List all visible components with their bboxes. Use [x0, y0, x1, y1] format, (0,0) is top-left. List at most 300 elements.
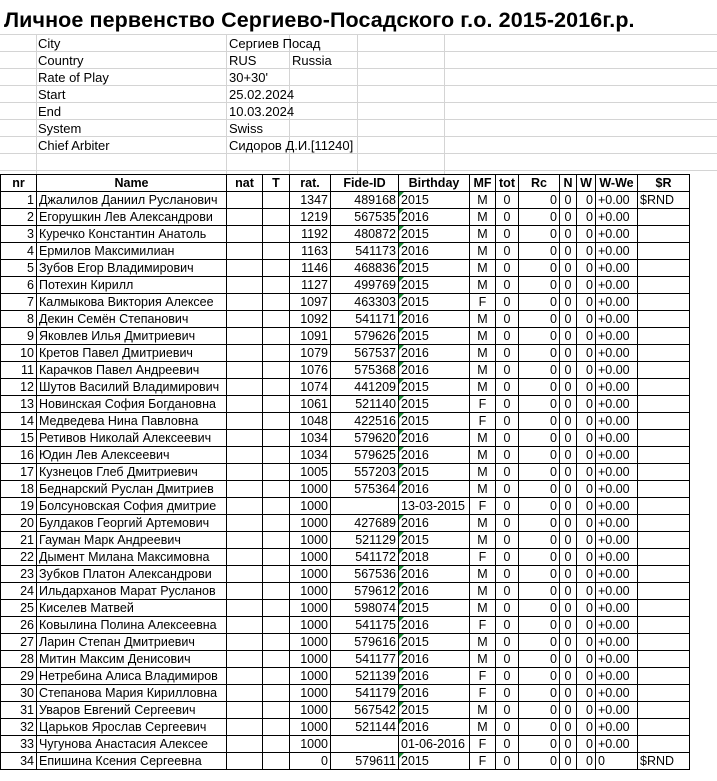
info-value[interactable]: RUS [229, 53, 257, 68]
cell-fide-id[interactable] [331, 736, 399, 753]
cell-tot[interactable]: 0 [496, 566, 519, 583]
cell-tot[interactable]: 0 [496, 345, 519, 362]
cell-rc[interactable]: 0 [519, 243, 560, 260]
cell-n[interactable]: 0 [560, 379, 577, 396]
cell-tot[interactable]: 0 [496, 260, 519, 277]
info-value[interactable]: Сергиев Посад [229, 36, 321, 51]
cell-r[interactable] [638, 260, 690, 277]
cell-birthday[interactable]: 2015 [399, 260, 470, 277]
cell-title[interactable] [263, 583, 290, 600]
cell-mf[interactable]: M [470, 260, 496, 277]
cell-title[interactable] [263, 260, 290, 277]
cell-nr[interactable]: 12 [1, 379, 37, 396]
cell-r[interactable]: $RND [638, 192, 690, 209]
cell-rating[interactable]: 1092 [290, 311, 331, 328]
cell-rating[interactable]: 1074 [290, 379, 331, 396]
cell-birthday[interactable]: 2016 [399, 719, 470, 736]
cell-fide-id[interactable]: 579612 [331, 583, 399, 600]
cell-mf[interactable]: M [470, 345, 496, 362]
cell-w[interactable]: 0 [577, 294, 596, 311]
cell-r[interactable] [638, 413, 690, 430]
info-key[interactable]: Start [38, 87, 66, 102]
cell-mf[interactable]: M [470, 634, 496, 651]
cell-rating[interactable]: 1034 [290, 447, 331, 464]
cell-birthday[interactable]: 2016 [399, 566, 470, 583]
cell-nr[interactable]: 3 [1, 226, 37, 243]
cell-nat[interactable] [227, 294, 263, 311]
cell-birthday[interactable]: 2015 [399, 702, 470, 719]
cell-nat[interactable] [227, 396, 263, 413]
cell-w[interactable]: 0 [577, 549, 596, 566]
cell-n[interactable]: 0 [560, 736, 577, 753]
cell-n[interactable]: 0 [560, 447, 577, 464]
cell-tot[interactable]: 0 [496, 600, 519, 617]
cell-rating[interactable]: 1000 [290, 498, 331, 515]
cell-w-we[interactable]: +0.00 [596, 396, 638, 413]
cell-birthday[interactable]: 2016 [399, 311, 470, 328]
cell-rc[interactable]: 0 [519, 294, 560, 311]
col-header-n[interactable]: N [560, 175, 577, 192]
cell-rating[interactable]: 1000 [290, 736, 331, 753]
cell-birthday[interactable]: 2016 [399, 345, 470, 362]
cell-name[interactable]: Митин Максим Денисович [37, 651, 227, 668]
cell-r[interactable] [638, 719, 690, 736]
cell-nat[interactable] [227, 702, 263, 719]
cell-nr[interactable]: 20 [1, 515, 37, 532]
cell-name[interactable]: Болсуновская София дмитрие [37, 498, 227, 515]
cell-birthday[interactable]: 2015 [399, 464, 470, 481]
cell-mf[interactable]: M [470, 719, 496, 736]
cell-fide-id[interactable]: 567542 [331, 702, 399, 719]
cell-nr[interactable]: 7 [1, 294, 37, 311]
cell-fide-id[interactable]: 427689 [331, 515, 399, 532]
col-header-w[interactable]: W [577, 175, 596, 192]
cell-rc[interactable]: 0 [519, 362, 560, 379]
col-header-nr[interactable]: nr [1, 175, 37, 192]
cell-nat[interactable] [227, 226, 263, 243]
cell-fide-id[interactable]: 541175 [331, 617, 399, 634]
cell-name[interactable]: Гауман Марк Андреевич [37, 532, 227, 549]
cell-title[interactable] [263, 617, 290, 634]
cell-n[interactable]: 0 [560, 617, 577, 634]
cell-nr[interactable]: 30 [1, 685, 37, 702]
cell-rc[interactable]: 0 [519, 617, 560, 634]
cell-fide-id[interactable]: 422516 [331, 413, 399, 430]
cell-rc[interactable]: 0 [519, 532, 560, 549]
cell-nat[interactable] [227, 464, 263, 481]
cell-nat[interactable] [227, 617, 263, 634]
cell-name[interactable]: Медведева Нина Павловна [37, 413, 227, 430]
cell-nr[interactable]: 15 [1, 430, 37, 447]
cell-tot[interactable]: 0 [496, 617, 519, 634]
cell-w-we[interactable]: +0.00 [596, 362, 638, 379]
cell-n[interactable]: 0 [560, 498, 577, 515]
cell-name[interactable]: Ретивов Николай Алексеевич [37, 430, 227, 447]
cell-nat[interactable] [227, 328, 263, 345]
cell-birthday[interactable]: 2016 [399, 209, 470, 226]
cell-title[interactable] [263, 736, 290, 753]
cell-title[interactable] [263, 498, 290, 515]
cell-nat[interactable] [227, 566, 263, 583]
cell-fide-id[interactable]: 541179 [331, 685, 399, 702]
cell-w[interactable]: 0 [577, 464, 596, 481]
cell-w-we[interactable]: +0.00 [596, 464, 638, 481]
cell-name[interactable]: Ермилов Максимилиан [37, 243, 227, 260]
cell-name[interactable]: Яковлев Илья Дмитриевич [37, 328, 227, 345]
cell-n[interactable]: 0 [560, 277, 577, 294]
cell-w-we[interactable]: +0.00 [596, 226, 638, 243]
cell-r[interactable] [638, 651, 690, 668]
cell-w[interactable]: 0 [577, 226, 596, 243]
cell-rc[interactable]: 0 [519, 328, 560, 345]
cell-tot[interactable]: 0 [496, 413, 519, 430]
cell-w-we[interactable]: +0.00 [596, 549, 638, 566]
cell-nat[interactable] [227, 532, 263, 549]
cell-n[interactable]: 0 [560, 719, 577, 736]
cell-title[interactable] [263, 226, 290, 243]
cell-r[interactable] [638, 226, 690, 243]
cell-mf[interactable]: M [470, 243, 496, 260]
cell-fide-id[interactable]: 575368 [331, 362, 399, 379]
cell-title[interactable] [263, 447, 290, 464]
cell-nr[interactable]: 16 [1, 447, 37, 464]
cell-fide-id[interactable]: 489168 [331, 192, 399, 209]
cell-w-we[interactable]: +0.00 [596, 685, 638, 702]
cell-rc[interactable]: 0 [519, 634, 560, 651]
cell-w[interactable]: 0 [577, 396, 596, 413]
cell-n[interactable]: 0 [560, 396, 577, 413]
cell-birthday[interactable]: 2016 [399, 430, 470, 447]
cell-title[interactable] [263, 294, 290, 311]
cell-tot[interactable]: 0 [496, 328, 519, 345]
cell-birthday[interactable]: 2015 [399, 192, 470, 209]
cell-mf[interactable]: M [470, 532, 496, 549]
cell-w[interactable]: 0 [577, 413, 596, 430]
cell-n[interactable]: 0 [560, 294, 577, 311]
cell-rating[interactable]: 1000 [290, 634, 331, 651]
cell-mf[interactable]: M [470, 362, 496, 379]
cell-w-we[interactable]: +0.00 [596, 447, 638, 464]
cell-fide-id[interactable]: 463303 [331, 294, 399, 311]
info-key[interactable]: End [38, 104, 62, 119]
info-extra[interactable]: Russia [292, 53, 332, 68]
cell-n[interactable]: 0 [560, 651, 577, 668]
cell-title[interactable] [263, 413, 290, 430]
cell-rating[interactable]: 1000 [290, 583, 331, 600]
cell-title[interactable] [263, 192, 290, 209]
cell-rc[interactable]: 0 [519, 311, 560, 328]
cell-fide-id[interactable]: 567537 [331, 345, 399, 362]
cell-fide-id[interactable]: 579611 [331, 753, 399, 770]
cell-r[interactable] [638, 464, 690, 481]
cell-w-we[interactable]: +0.00 [596, 719, 638, 736]
cell-w-we[interactable]: +0.00 [596, 209, 638, 226]
cell-fide-id[interactable]: 521129 [331, 532, 399, 549]
cell-w-we[interactable]: +0.00 [596, 413, 638, 430]
cell-w[interactable]: 0 [577, 362, 596, 379]
cell-rating[interactable]: 1000 [290, 668, 331, 685]
cell-nr[interactable]: 29 [1, 668, 37, 685]
cell-w[interactable]: 0 [577, 566, 596, 583]
cell-fide-id[interactable]: 441209 [331, 379, 399, 396]
cell-fide-id[interactable]: 521144 [331, 719, 399, 736]
cell-mf[interactable]: M [470, 277, 496, 294]
cell-rating[interactable]: 1163 [290, 243, 331, 260]
cell-nat[interactable] [227, 549, 263, 566]
cell-name[interactable]: Шутов Василий Владимирович [37, 379, 227, 396]
cell-tot[interactable]: 0 [496, 277, 519, 294]
cell-tot[interactable]: 0 [496, 464, 519, 481]
cell-nat[interactable] [227, 447, 263, 464]
cell-birthday[interactable]: 2015 [399, 328, 470, 345]
cell-nr[interactable]: 13 [1, 396, 37, 413]
cell-nr[interactable]: 2 [1, 209, 37, 226]
cell-r[interactable] [638, 549, 690, 566]
cell-birthday[interactable]: 2015 [399, 600, 470, 617]
info-value[interactable]: 30+30' [229, 70, 268, 85]
cell-r[interactable] [638, 362, 690, 379]
cell-w[interactable]: 0 [577, 430, 596, 447]
cell-nr[interactable]: 23 [1, 566, 37, 583]
cell-mf[interactable]: M [470, 651, 496, 668]
cell-w[interactable]: 0 [577, 192, 596, 209]
cell-title[interactable] [263, 702, 290, 719]
cell-fide-id[interactable]: 557203 [331, 464, 399, 481]
cell-w[interactable]: 0 [577, 209, 596, 226]
cell-n[interactable]: 0 [560, 362, 577, 379]
cell-tot[interactable]: 0 [496, 634, 519, 651]
cell-r[interactable] [638, 209, 690, 226]
cell-nat[interactable] [227, 651, 263, 668]
cell-rating[interactable]: 1000 [290, 719, 331, 736]
cell-birthday[interactable]: 2015 [399, 634, 470, 651]
col-header-title[interactable]: T [263, 175, 290, 192]
cell-birthday[interactable]: 2016 [399, 447, 470, 464]
cell-tot[interactable]: 0 [496, 719, 519, 736]
cell-mf[interactable]: M [470, 702, 496, 719]
cell-rating[interactable]: 1347 [290, 192, 331, 209]
cell-w-we[interactable]: +0.00 [596, 481, 638, 498]
cell-nat[interactable] [227, 379, 263, 396]
cell-r[interactable] [638, 311, 690, 328]
cell-mf[interactable]: M [470, 583, 496, 600]
cell-w-we[interactable]: +0.00 [596, 651, 638, 668]
cell-w[interactable]: 0 [577, 498, 596, 515]
cell-rating[interactable]: 1091 [290, 328, 331, 345]
cell-rating[interactable]: 1000 [290, 549, 331, 566]
cell-fide-id[interactable]: 521139 [331, 668, 399, 685]
col-header-name[interactable]: Name [37, 175, 227, 192]
cell-w[interactable]: 0 [577, 260, 596, 277]
cell-rc[interactable]: 0 [519, 566, 560, 583]
cell-w-we[interactable]: +0.00 [596, 260, 638, 277]
cell-nr[interactable]: 6 [1, 277, 37, 294]
cell-title[interactable] [263, 311, 290, 328]
cell-w[interactable]: 0 [577, 685, 596, 702]
cell-tot[interactable]: 0 [496, 430, 519, 447]
cell-nat[interactable] [227, 413, 263, 430]
cell-nr[interactable]: 24 [1, 583, 37, 600]
cell-rc[interactable]: 0 [519, 447, 560, 464]
cell-w[interactable]: 0 [577, 379, 596, 396]
cell-r[interactable] [638, 685, 690, 702]
cell-nr[interactable]: 1 [1, 192, 37, 209]
cell-r[interactable] [638, 277, 690, 294]
cell-w[interactable]: 0 [577, 753, 596, 770]
cell-nr[interactable]: 4 [1, 243, 37, 260]
cell-nat[interactable] [227, 243, 263, 260]
cell-w-we[interactable]: +0.00 [596, 515, 638, 532]
cell-rating[interactable]: 1076 [290, 362, 331, 379]
cell-tot[interactable]: 0 [496, 192, 519, 209]
cell-rating[interactable]: 1000 [290, 600, 331, 617]
cell-rc[interactable]: 0 [519, 549, 560, 566]
cell-fide-id[interactable]: 579616 [331, 634, 399, 651]
cell-birthday[interactable]: 2015 [399, 277, 470, 294]
cell-birthday[interactable]: 2015 [399, 226, 470, 243]
cell-rc[interactable]: 0 [519, 515, 560, 532]
cell-birthday[interactable]: 2015 [399, 753, 470, 770]
cell-r[interactable] [638, 481, 690, 498]
cell-birthday[interactable]: 01-06-2016 [399, 736, 470, 753]
cell-tot[interactable]: 0 [496, 209, 519, 226]
cell-birthday[interactable]: 2016 [399, 651, 470, 668]
cell-mf[interactable]: M [470, 209, 496, 226]
cell-birthday[interactable]: 2015 [399, 413, 470, 430]
cell-birthday[interactable]: 2016 [399, 481, 470, 498]
cell-nat[interactable] [227, 498, 263, 515]
cell-tot[interactable]: 0 [496, 532, 519, 549]
cell-n[interactable]: 0 [560, 685, 577, 702]
cell-nr[interactable]: 27 [1, 634, 37, 651]
cell-rating[interactable]: 1127 [290, 277, 331, 294]
cell-title[interactable] [263, 668, 290, 685]
cell-w[interactable]: 0 [577, 719, 596, 736]
cell-w-we[interactable]: +0.00 [596, 617, 638, 634]
cell-title[interactable] [263, 753, 290, 770]
cell-w-we[interactable]: +0.00 [596, 566, 638, 583]
cell-mf[interactable]: F [470, 413, 496, 430]
cell-title[interactable] [263, 532, 290, 549]
cell-rating[interactable]: 1000 [290, 532, 331, 549]
cell-n[interactable]: 0 [560, 226, 577, 243]
cell-tot[interactable]: 0 [496, 736, 519, 753]
cell-fide-id[interactable]: 598074 [331, 600, 399, 617]
cell-tot[interactable]: 0 [496, 702, 519, 719]
cell-title[interactable] [263, 328, 290, 345]
cell-w-we[interactable]: +0.00 [596, 702, 638, 719]
cell-nr[interactable]: 18 [1, 481, 37, 498]
cell-tot[interactable]: 0 [496, 651, 519, 668]
cell-r[interactable] [638, 515, 690, 532]
cell-w[interactable]: 0 [577, 515, 596, 532]
cell-nr[interactable]: 25 [1, 600, 37, 617]
cell-r[interactable] [638, 566, 690, 583]
cell-r[interactable] [638, 379, 690, 396]
cell-rating[interactable]: 1000 [290, 566, 331, 583]
cell-birthday[interactable]: 2018 [399, 549, 470, 566]
cell-tot[interactable]: 0 [496, 294, 519, 311]
cell-nr[interactable]: 33 [1, 736, 37, 753]
cell-rc[interactable]: 0 [519, 736, 560, 753]
cell-name[interactable]: Калмыкова Виктория Алексее [37, 294, 227, 311]
info-key[interactable]: System [38, 121, 82, 136]
cell-r[interactable] [638, 328, 690, 345]
cell-nat[interactable] [227, 430, 263, 447]
cell-r[interactable] [638, 668, 690, 685]
cell-r[interactable] [638, 294, 690, 311]
cell-tot[interactable]: 0 [496, 583, 519, 600]
col-header-rating[interactable]: rat. [290, 175, 331, 192]
cell-r[interactable] [638, 498, 690, 515]
cell-w[interactable]: 0 [577, 702, 596, 719]
cell-rc[interactable]: 0 [519, 226, 560, 243]
cell-w[interactable]: 0 [577, 634, 596, 651]
cell-r[interactable] [638, 702, 690, 719]
cell-name[interactable]: Епишина Ксения Сергеевна [37, 753, 227, 770]
info-key[interactable]: City [38, 36, 61, 51]
cell-rating[interactable]: 1000 [290, 651, 331, 668]
cell-fide-id[interactable]: 575364 [331, 481, 399, 498]
cell-w[interactable]: 0 [577, 736, 596, 753]
cell-w[interactable]: 0 [577, 243, 596, 260]
cell-w[interactable]: 0 [577, 345, 596, 362]
cell-nat[interactable] [227, 209, 263, 226]
cell-nat[interactable] [227, 277, 263, 294]
cell-n[interactable]: 0 [560, 583, 577, 600]
cell-n[interactable]: 0 [560, 566, 577, 583]
cell-w[interactable]: 0 [577, 617, 596, 634]
cell-rating[interactable]: 1000 [290, 685, 331, 702]
cell-rc[interactable]: 0 [519, 209, 560, 226]
cell-name[interactable]: Юдин Лев Алексеевич [37, 447, 227, 464]
info-key[interactable]: Rate of Play [38, 70, 109, 85]
cell-tot[interactable]: 0 [496, 481, 519, 498]
cell-mf[interactable]: M [470, 447, 496, 464]
cell-name[interactable]: Егорушкин Лев Александрови [37, 209, 227, 226]
cell-name[interactable]: Карачков Павел Андреевич [37, 362, 227, 379]
cell-n[interactable]: 0 [560, 753, 577, 770]
cell-name[interactable]: Ларин Степан Дмитриевич [37, 634, 227, 651]
cell-r[interactable] [638, 345, 690, 362]
cell-mf[interactable]: M [470, 481, 496, 498]
cell-w-we[interactable]: +0.00 [596, 430, 638, 447]
cell-title[interactable] [263, 549, 290, 566]
cell-title[interactable] [263, 481, 290, 498]
cell-mf[interactable]: M [470, 600, 496, 617]
info-value[interactable]: Swiss [229, 121, 263, 136]
cell-title[interactable] [263, 685, 290, 702]
cell-rc[interactable]: 0 [519, 651, 560, 668]
cell-r[interactable] [638, 532, 690, 549]
cell-w-we[interactable]: +0.00 [596, 668, 638, 685]
cell-title[interactable] [263, 600, 290, 617]
cell-name[interactable]: Нетребина Алиса Владимиров [37, 668, 227, 685]
cell-nat[interactable] [227, 634, 263, 651]
cell-w-we[interactable]: +0.00 [596, 311, 638, 328]
cell-n[interactable]: 0 [560, 328, 577, 345]
cell-mf[interactable]: F [470, 549, 496, 566]
cell-title[interactable] [263, 430, 290, 447]
cell-birthday[interactable]: 2016 [399, 362, 470, 379]
cell-title[interactable] [263, 634, 290, 651]
cell-birthday[interactable]: 2016 [399, 243, 470, 260]
cell-w-we[interactable]: 0 [596, 753, 638, 770]
cell-fide-id[interactable]: 567536 [331, 566, 399, 583]
cell-name[interactable]: Ковылина Полина Алексеевна [37, 617, 227, 634]
cell-mf[interactable]: M [470, 328, 496, 345]
cell-n[interactable]: 0 [560, 209, 577, 226]
